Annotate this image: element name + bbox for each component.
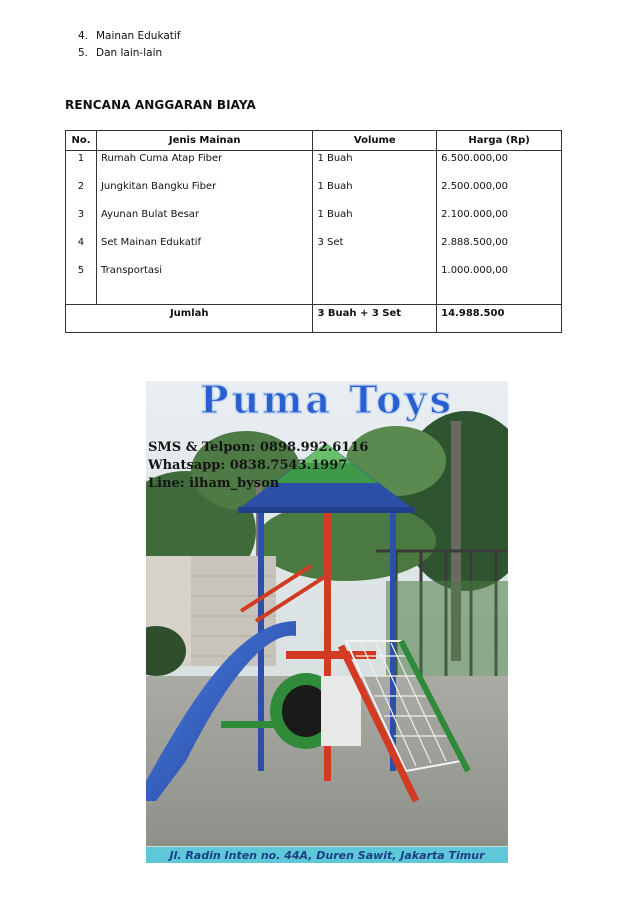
svg-text:SMS & Telpon: 0898.992.6116: SMS & Telpon: 0898.992.6116 [148,440,369,455]
cell-no: 2 [77,181,85,192]
cell-volume [317,265,432,293]
cell-jenis: Ayunan Bulat Besar [100,209,200,220]
svg-text:Line: ilham_byson: Line: ilham_byson [148,476,280,491]
cell-no: 5 [77,265,85,276]
cell-harga: 1.000.000,00 [441,265,508,276]
header-volume: Volume [313,131,437,151]
cell-volume: 1 Buah [317,209,353,220]
total-volume: 3 Buah + 3 Set [313,305,437,333]
total-label: Jumlah [66,305,313,333]
cell-volume: 1 Buah [317,153,353,164]
cell-harga: 2.100.000,00 [441,209,508,220]
cell-no: 4 [77,237,85,248]
cell-harga: 2.888.500,00 [441,237,508,248]
playground-illustration [146,381,508,863]
total-harga: 14.988.500 [437,305,562,333]
cell-jenis: Set Mainan Edukatif [100,237,202,248]
cell-volume: 3 Set [317,237,344,248]
table-header-row [66,131,562,151]
header-no: No. [66,131,97,151]
cell-no: 3 [77,209,85,220]
column-jenis [96,151,312,305]
section-heading: RENCANA ANGGARAN BIAYA [65,98,256,112]
budget-table [65,130,562,333]
numbered-list [78,28,181,62]
svg-text:Whatsapp: 0838.7543.1997: Whatsapp: 0838.7543.1997 [148,458,348,473]
cell-jenis: Transportasi [100,265,163,276]
column-volume [313,151,437,305]
column-harga [437,151,562,305]
cell-harga: 6.500.000,00 [441,153,508,164]
column-no [66,151,97,305]
product-photo [146,381,508,863]
table-body-row [66,151,562,305]
cell-volume: 1 Buah [317,181,353,192]
address-text: Jl. Radin Inten no. 44A, Duren Sawit, Jakarta Timur [169,849,485,862]
brand-text: Puma Toys [200,381,454,422]
cell-harga: 2.500.000,00 [441,181,508,192]
header-jenis: Jenis Mainan [96,131,312,151]
cell-jenis: Rumah Cuma Atap Fiber [100,153,223,164]
cell-jenis: Jungkitan Bangku Fiber [100,181,217,192]
list-item: 5. Dan lain-lain [78,47,163,59]
table-total-row [66,305,562,333]
cell-no: 1 [77,153,85,164]
list-item: 4. Mainan Edukatif [78,30,181,42]
header-harga: Harga (Rp) [437,131,562,151]
